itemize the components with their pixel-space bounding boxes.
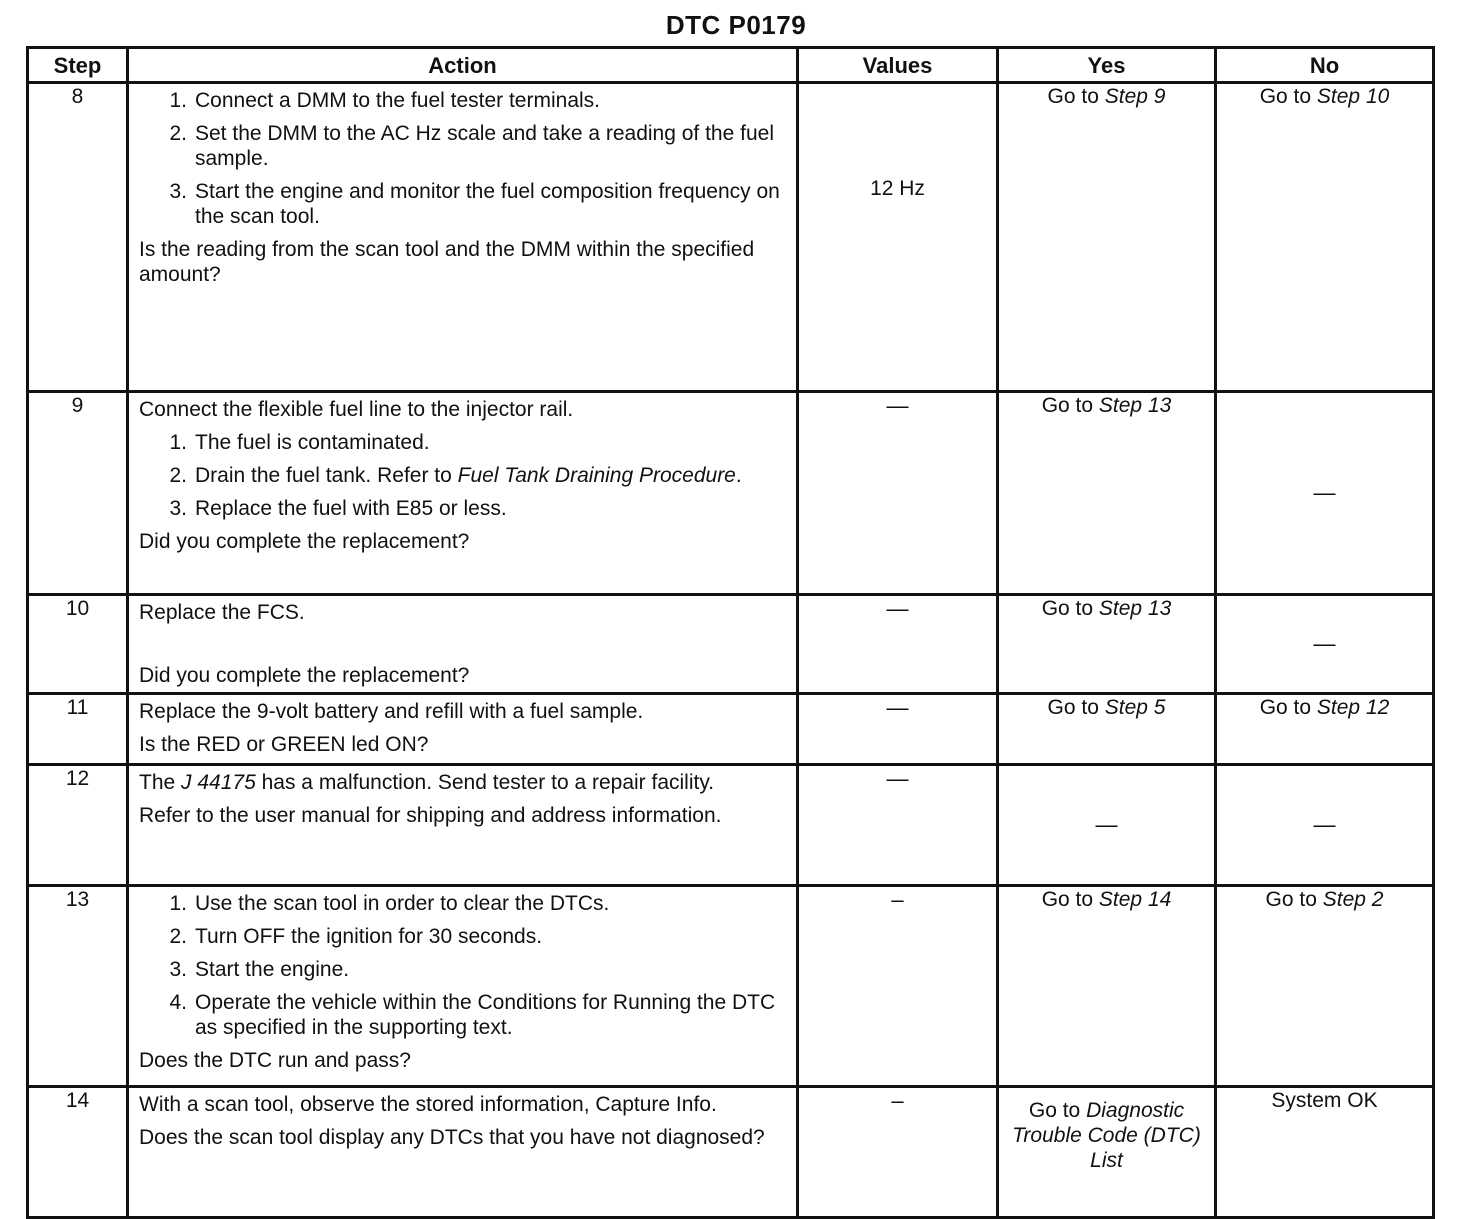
step-number: 9 — [28, 392, 128, 595]
action-intro: Replace the FCS. — [139, 601, 305, 624]
step-link[interactable]: Step 13 — [1098, 394, 1172, 417]
action-item: 2. Set the DMM to the AC Hz scale and take a reading of the fuel sample. — [169, 122, 774, 170]
table-header-row — [28, 48, 1434, 83]
header-yes: Yes — [998, 48, 1216, 83]
step-link[interactable]: Step 14 — [1098, 888, 1172, 911]
action-cell — [128, 595, 798, 694]
action-item: 1. The fuel is contaminated. — [169, 431, 430, 454]
table-row-step-9 — [28, 392, 1434, 595]
value-cell: — — [798, 392, 998, 595]
table-row-step-8 — [28, 83, 1434, 392]
value-cell: — — [798, 765, 998, 886]
action-cell — [128, 1087, 798, 1218]
table-row-step-10 — [28, 595, 1434, 694]
step-link[interactable]: Step 5 — [1104, 696, 1166, 719]
no-cell: Go to Step 10 — [1216, 83, 1434, 392]
header-step: Step — [28, 48, 128, 83]
yes-cell: — — [998, 765, 1216, 886]
no-cell: — — [1216, 765, 1434, 886]
action-item: 1. Use the scan tool in order to clear the DTCs. — [169, 892, 610, 915]
action-cell — [128, 694, 798, 765]
dtc-list-link[interactable]: Diagnostic Trouble Code (DTC) List — [1012, 1099, 1201, 1172]
yes-cell: Go to Diagnostic Trouble Code (DTC) List — [998, 1087, 1216, 1218]
yes-cell: Go to Step 13 — [998, 392, 1216, 595]
table-row-step-13 — [28, 886, 1434, 1087]
step-link[interactable]: Step 13 — [1098, 597, 1172, 620]
no-cell: — — [1216, 392, 1434, 595]
step-link[interactable]: Step 12 — [1316, 696, 1390, 719]
action-question: Is the RED or GREEN led ON? — [139, 733, 429, 756]
step-link[interactable]: Step 9 — [1104, 85, 1166, 108]
action-cell — [128, 765, 798, 886]
action-intro: Connect the flexible fuel line to the injector rail. — [139, 398, 574, 421]
step-number: 10 — [28, 595, 128, 694]
step-number: 13 — [28, 886, 128, 1087]
no-cell: — — [1216, 595, 1434, 694]
yes-cell: Go to Step 5 — [998, 694, 1216, 765]
step-number: 11 — [28, 694, 128, 765]
no-cell: System OK — [1216, 1087, 1434, 1218]
step-number: 14 — [28, 1087, 128, 1218]
action-intro: Replace the 9-volt battery and refill with a fuel sample. — [139, 700, 644, 723]
header-action: Action — [128, 48, 798, 83]
tool-reference: J 44175 — [181, 771, 256, 794]
value-cell: — — [798, 694, 998, 765]
yes-cell: Go to Step 13 — [998, 595, 1216, 694]
action-intro: With a scan tool, observe the stored information, Capture Info. — [139, 1093, 717, 1116]
action-item: 2. Turn OFF the ignition for 30 seconds. — [169, 925, 543, 948]
table-row-step-11 — [28, 694, 1434, 765]
action-item: 3. Start the engine and monitor the fuel composition frequency on the scan tool. — [169, 180, 780, 228]
no-cell: Go to Step 2 — [1216, 886, 1434, 1087]
yes-cell: Go to Step 14 — [998, 886, 1216, 1087]
no-cell: Go to Step 12 — [1216, 694, 1434, 765]
diagnostic-table — [26, 46, 1435, 1219]
action-item: 3. Replace the fuel with E85 or less. — [169, 497, 507, 520]
header-values: Values — [798, 48, 998, 83]
action-question: Is the reading from the scan tool and the DMM within the specified amount? — [139, 238, 755, 286]
header-no: No — [1216, 48, 1434, 83]
procedure-reference[interactable]: Fuel Tank Draining Procedure — [457, 464, 736, 487]
action-cell — [128, 886, 798, 1087]
step-number: 8 — [28, 83, 128, 392]
action-intro: The J 44175 has a malfunction. Send tester to a repair facility. — [139, 771, 715, 794]
yes-cell: Go to Step 9 — [998, 83, 1216, 392]
action-item: 1. Connect a DMM to the fuel tester terminals. — [169, 89, 600, 112]
action-item: 2. Drain the fuel tank. Refer to Fuel Tank Draining Procedure. — [169, 464, 742, 487]
action-cell — [128, 392, 798, 595]
step-link[interactable]: Step 2 — [1322, 888, 1384, 911]
action-item: 3. Start the engine. — [169, 958, 350, 981]
action-question: Did you complete the replacement? — [139, 530, 470, 553]
step-number: 12 — [28, 765, 128, 886]
page-title: DTC P0179 — [665, 10, 807, 40]
value-cell: 12 Hz — [798, 83, 998, 392]
action-item: 4. Operate the vehicle within the Conditions for Running the DTC as specified in the supporting text. — [169, 991, 776, 1039]
table-row-step-14 — [28, 1087, 1434, 1218]
value-cell: – — [798, 1087, 998, 1218]
action-note: Refer to the user manual for shipping and address information. — [139, 804, 722, 827]
table-row-step-12 — [28, 765, 1434, 886]
value-cell: — — [798, 595, 998, 694]
step-link[interactable]: Step 10 — [1316, 85, 1390, 108]
action-question: Does the scan tool display any DTCs that you have not diagnosed? — [139, 1126, 765, 1149]
action-question: Did you complete the replacement? — [139, 664, 470, 687]
action-question: Does the DTC run and pass? — [139, 1049, 411, 1072]
action-cell — [128, 83, 798, 392]
value-cell: – — [798, 886, 998, 1087]
